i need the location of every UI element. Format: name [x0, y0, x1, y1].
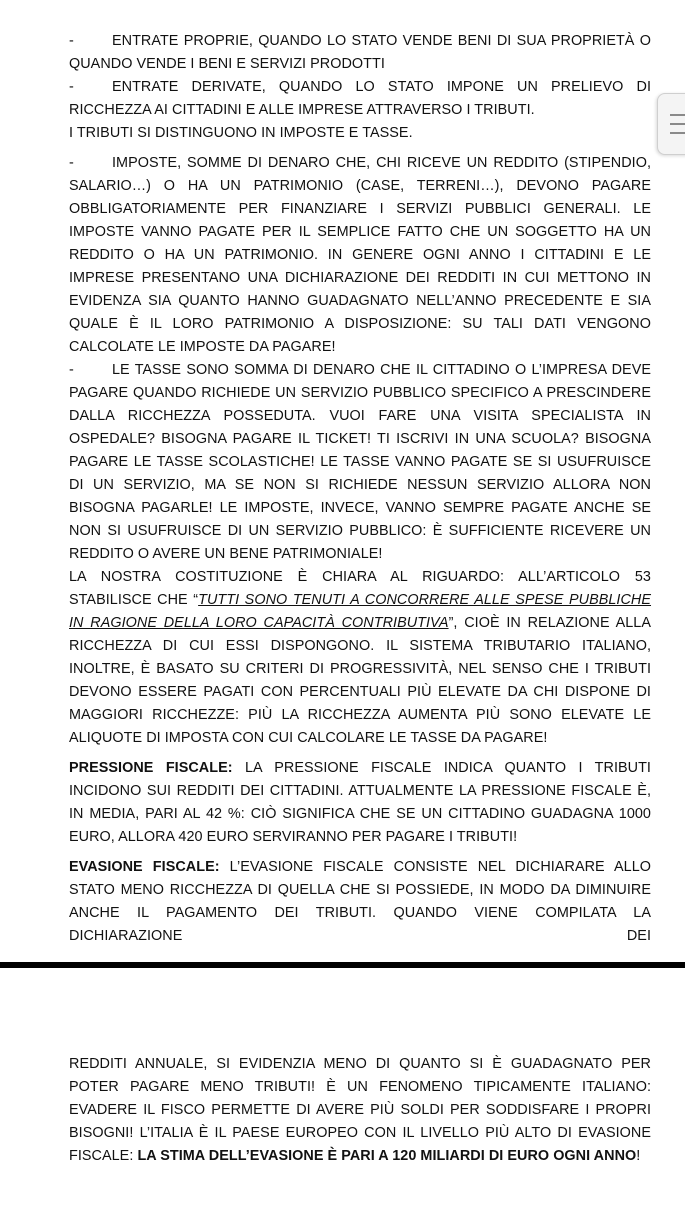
pressione-fiscale-label: PRESSIONE FISCALE: [69, 760, 233, 776]
stima-evasione-bold: LA STIMA DELL’EVASIONE È PARI A 120 MILIARDI DI EURO OGNI ANNO [137, 1148, 637, 1164]
list-item-entrate-derivate: - ENTRATE DERIVATE, QUANDO LO STATO IMPONE UN PRELIEVO DI RICCHEZZA AI CITTADINI E ALLE IMPRESE ATTRAVERSO I TRIBUTI. [69, 79, 651, 118]
document-page-2 [69, 1053, 651, 1168]
article-53-quote: TUTTI SONO TENUTI A CONCORRERE ALLE SPESE PUBBLICHE IN RAGIONE DELLA LORO CAPACITÀ CONTRIBUTIVA [69, 592, 652, 631]
evasione-fiscale-label: EVASIONE FISCALE: [69, 859, 220, 875]
page-divider [0, 962, 685, 968]
paragraph-costituzione: LA NOSTRA COSTITUZIONE È CHIARA AL RIGUARDO: ALL’ARTICOLO 53 STABILISCE CHE “TUTTI SONO TENUTI A CONCORRERE ALLE SPESE PUBBLICHE IN RAGIONE DELLA LORO CAPACITÀ CONTRIBUTIVA”, CIOÈ IN RELAZIONE ALLA RICCHEZZA DI CUI ESSI DISPONGONO. IL SISTEMA TRIBUTARIO ITALIANO, INOLTRE, È BASATO SU CRITERI DI PROGRESSIVITÀ, NEL SENSO CHE I TRIBUTI DEVONO ESSERE PAGATI CON PERCENTUALI PIÙ ELEVATE DA CHI DISPONE DI MAGGIORI RICCHEZZE: PIÙ LA RICCHEZZA AUMENTA PIÙ SONO ELEVATE LE ALIQUOTE DI IMPOSTA CON CUI CALCOLARE LE TASSE DA PAGARE! [69, 569, 652, 746]
paragraph-evasione-fiscale: EVASIONE FISCALE: L’EVASIONE FISCALE CONSISTE NEL DICHIARARE ALLO STATO MENO RICCHEZZA DI QUELLA CHE SI POSSIEDE, IN MODO DA DIMINUIRE ANCHE IL PAGAMENTO DEI TRIBUTI. QUANDO VIENE COMPILATA LA DICHIARAZIONE DEI [69, 859, 652, 944]
paragraph-pressione-fiscale: PRESSIONE FISCALE: LA PRESSIONE FISCALE INDICA QUANTO I TRIBUTI INCIDONO SUI REDDITI DEI CITTADINI. ATTUALMENTE LA PRESSIONE FISCALE È, IN MEDIA, PARI AL 42 %: CIÒ SIGNIFICA CHE SE UN CITTADINO GUADAGNA 1000 EURO, ALLORA 420 EURO SERVIRANNO PER PAGARE I TRIBUTI! [69, 760, 651, 845]
side-panel-toggle[interactable] [657, 93, 685, 155]
document-page-1 [69, 30, 651, 948]
list-item-imposte: - IMPOSTE, SOMME DI DENARO CHE, CHI RICEVE UN REDDITO (STIPENDIO, SALARIO…) O HA UN PATRIMONIO (CASE, TERRENI…), DEVONO PAGARE OBBLIGATORIAMENTE PER FINANZIARE I SERVIZI PUBBLICI GENERALI. LE IMPOSTE VANNO PAGATE PER IL SEMPLICE FATTO CHE UN SOGGETTO HA UN REDDITO O HA UN PATRIMONIO. IN GENERE OGNI ANNO I CITTADINI E LE IMPRESE PRESENTANO UNA DICHIARAZIONE DEI REDDITI IN CUI METTONO IN EVIDENZA SIA QUANTO HANNO GUADAGNATO NELL’ANNO PRECEDENTE E SIA QUALE È IL LORO PATRIMONIO A DISPOSIZIONE: SU TALI DATI VENGONO CALCOLATE LE IMPOSTE DA PAGARE! [69, 155, 651, 355]
paragraph-evasione-continuation: REDDITI ANNUALE, SI EVIDENZIA MENO DI QUANTO SI È GUADAGNATO PER POTER PAGARE MENO TRIBUTI! È UN FENOMENO TIPICAMENTE ITALIANO: EVADERE IL FISCO PERMETTE DI AVERE PIÙ SOLDI PER SODDISFARE I PROPRI BISOGNI! L’ITALIA È IL PAESE EUROPEO CON IL LIVELLO PIÙ ALTO DI EVASIONE FISCALE: LA STIMA DELL’EVASIONE È PARI A 120 MILIARDI DI EURO OGNI ANNO! [69, 1056, 651, 1164]
list-item-tasse: - LE TASSE SONO SOMMA DI DENARO CHE IL CITTADINO O L’IMPRESA DEVE PAGARE QUANDO RICHIEDE UN SERVIZIO PUBBLICO SPECIFICO A PRESCINDERE DALLA RICCHEZZA POSSEDUTA. VUOI FARE UNA VISITA SPECIALISTA IN OSPEDALE? BISOGNA PAGARE IL TICKET! TI ISCRIVI IN UNA SCUOLA? BISOGNA PAGARE LE TASSE SCOLASTICHE! LE TASSE VANNO PAGATE SE SI USUFRUISCE DI UN SERVIZIO, MA SE NON SI RICHIEDE NESSUN SERVIZIO ALLORA NON BISOGNA PAGARLE! LE IMPOSTE, INVECE, VANNO SEMPRE PAGATE ANCHE SE NON SI USUFRUISCE DI UN SERVIZIO PUBBLICO: È SUFFICIENTE RICEVERE UN REDDITO O AVERE UN BENE PATRIMONIALE! [69, 362, 651, 562]
list-item-entrate-proprie: - ENTRATE PROPRIE, QUANDO LO STATO VENDE BENI DI SUA PROPRIETÀ O QUANDO VENDE I BENI E SERVIZI PRODOTTI [69, 33, 651, 72]
paragraph-tributi-intro: I TRIBUTI SI DISTINGUONO IN IMPOSTE E TASSE. [69, 125, 413, 141]
